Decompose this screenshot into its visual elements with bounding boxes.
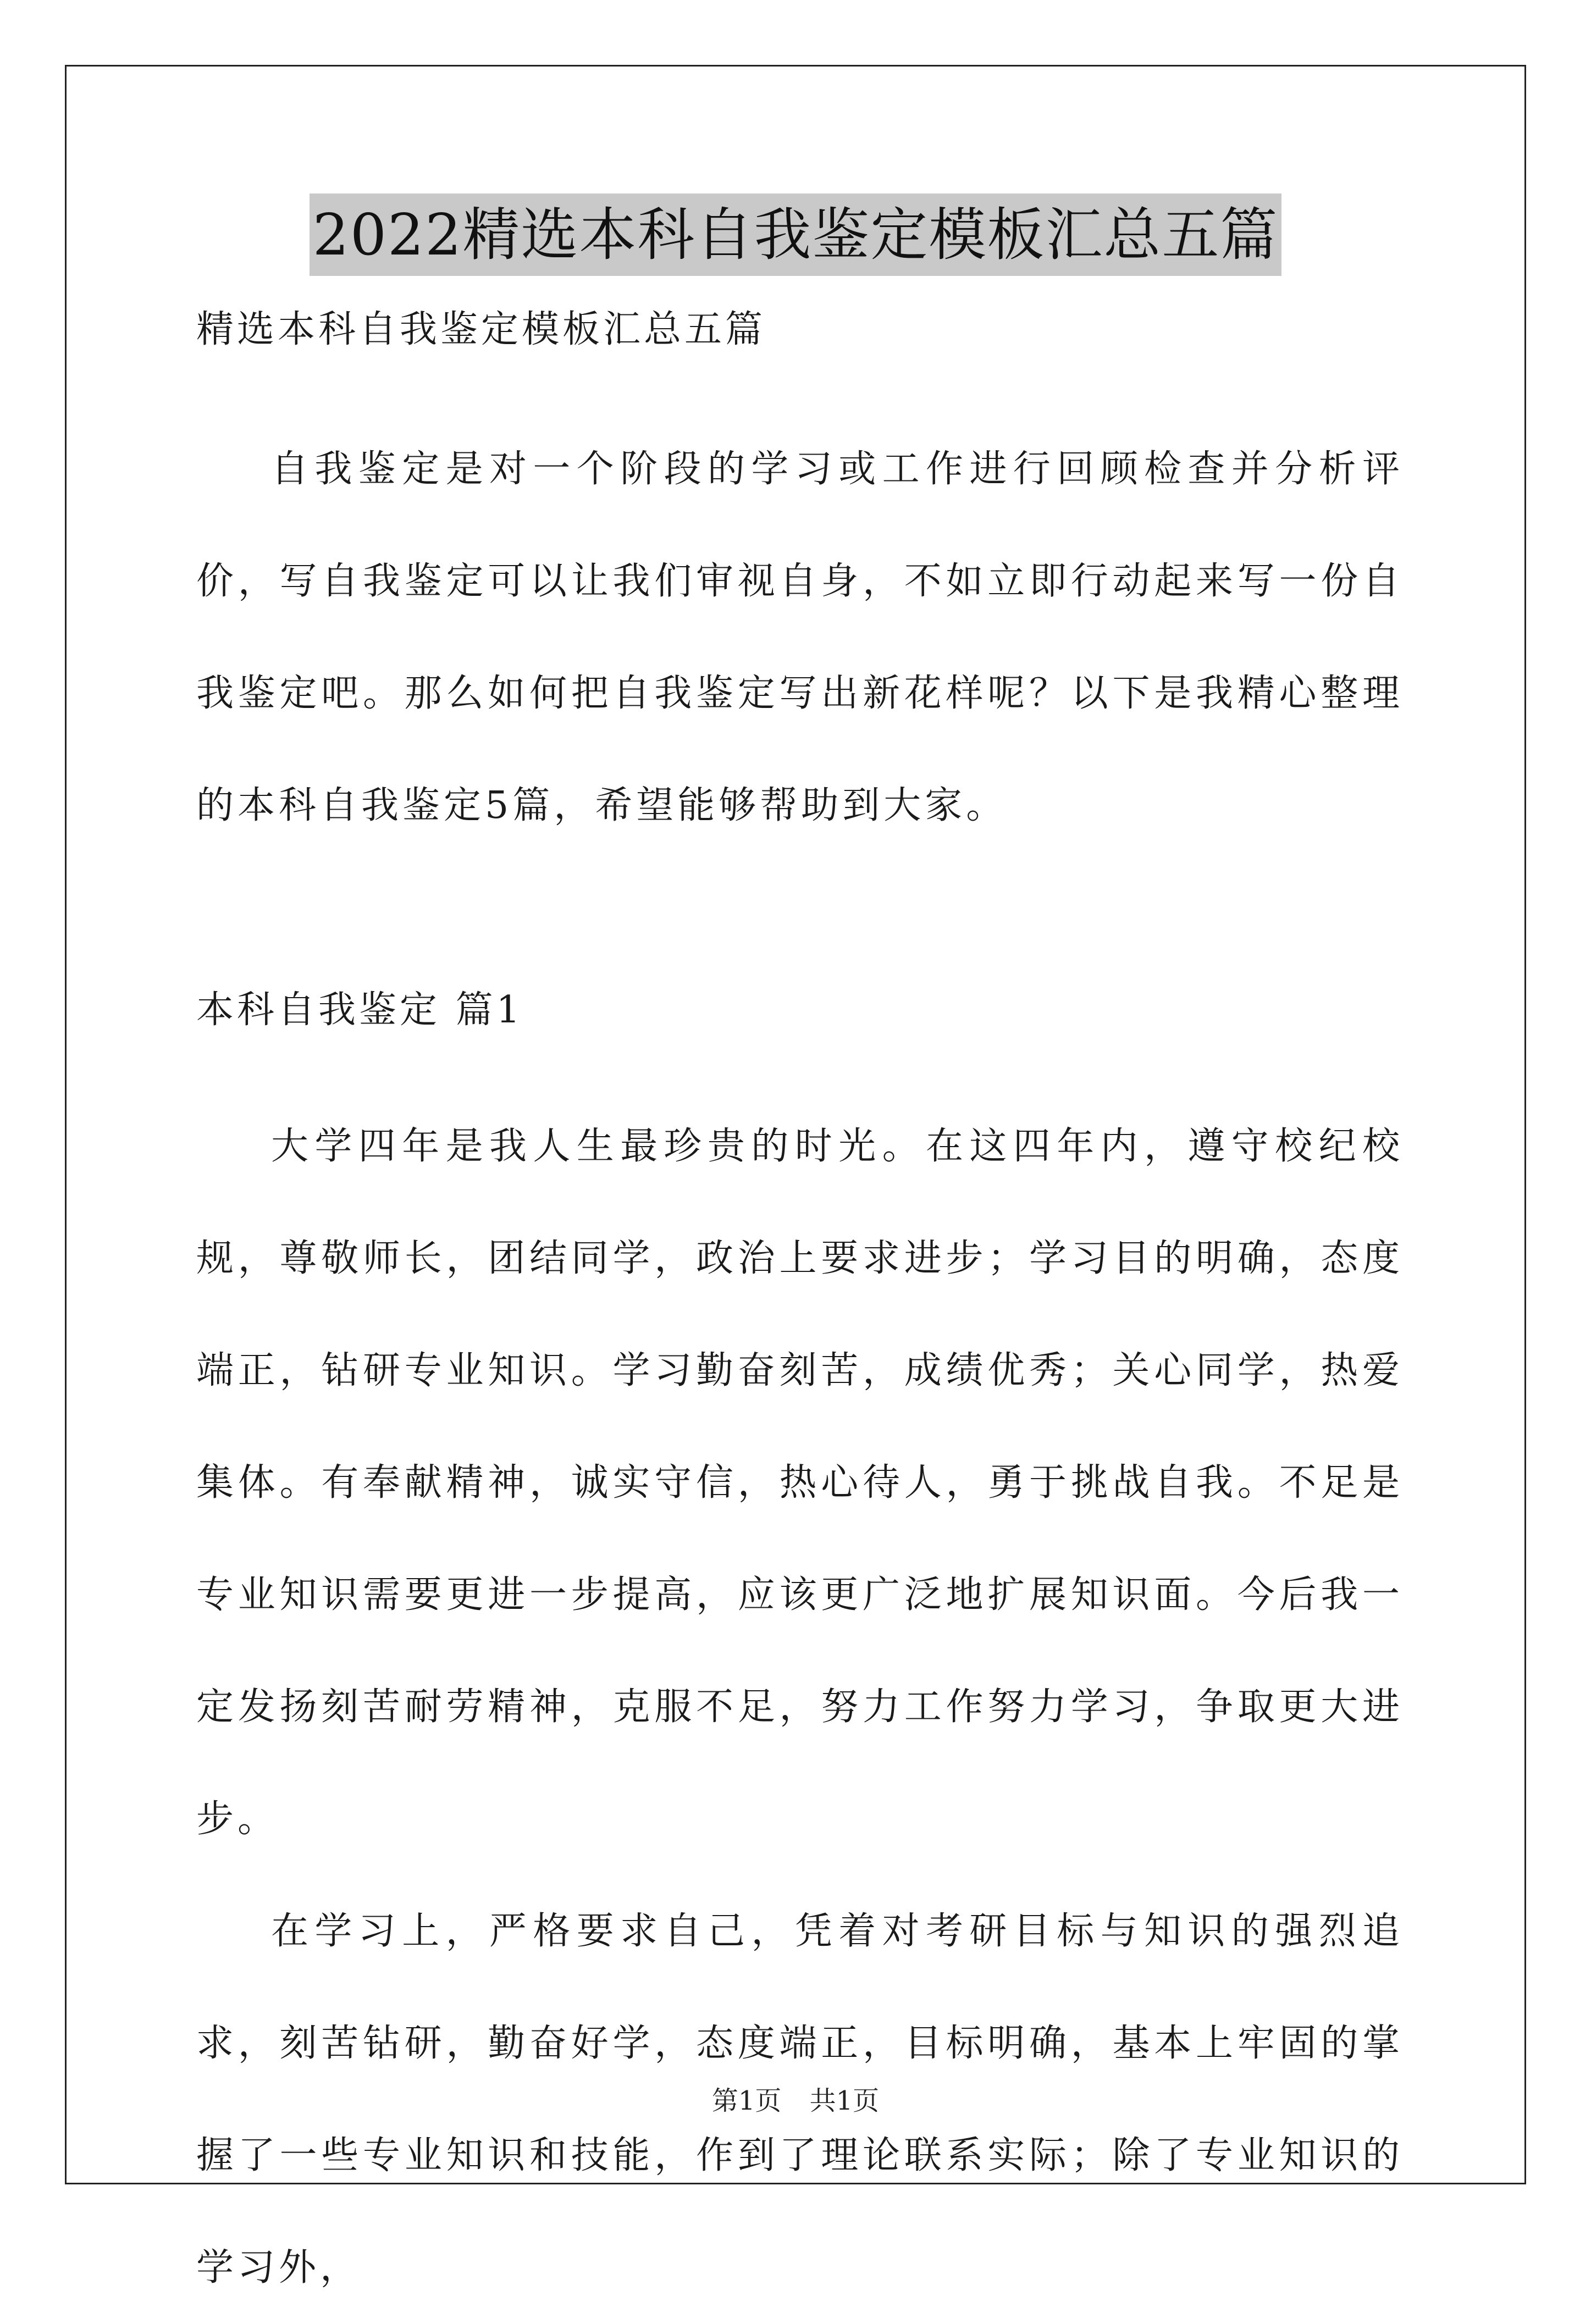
page-total: 共1页 [809,2085,880,2116]
intro-paragraph: 自我鉴定是对一个阶段的学习或工作进行回顾检查并分析评价，写自我鉴定可以让我们审视自身，不如立即行动起来写一份自我鉴定吧。那么如何把自我鉴定写出新花样呢？以下是我精心整理的本科自我鉴定5篇，希望能够帮助到大家。 [196,447,1404,827]
document-body [196,297,1404,2324]
title-container [0,193,1591,276]
document-subtitle: 精选本科自我鉴定模板汇总五篇 [196,308,766,351]
document-title: 2022精选本科自我鉴定模板汇总五篇 [310,193,1282,276]
page-number: 第1页 [711,2085,782,2116]
section-heading: 本科自我鉴定 篇1 [196,988,523,1032]
page-footer [0,2083,1591,2118]
body-paragraph: 在学习上，严格要求自己，凭着对考研目标与知识的强烈追求，刻苦钻研，勤奋好学，态度端正，目标明确，基本上牢固的掌握了一些专业知识和技能，作到了理论联系实际；除了专业知识的学习外， [196,1910,1404,2289]
body-paragraph: 大学四年是我人生最珍贵的时光。在这四年内，遵守校纪校规，尊敬师长，团结同学，政治上要求进步；学习目的明确，态度端正，钻研专业知识。学习勤奋刻苦，成绩优秀；关心同学，热爱集体。有奉献精神，诚实守信，热心待人，勇于挑战自我。不足是专业知识需要更进一步提高，应该更广泛地扩展知识面。今后我一定发扬刻苦耐劳精神，克服不足，努力工作努力学习，争取更大进步。 [196,1125,1404,1841]
